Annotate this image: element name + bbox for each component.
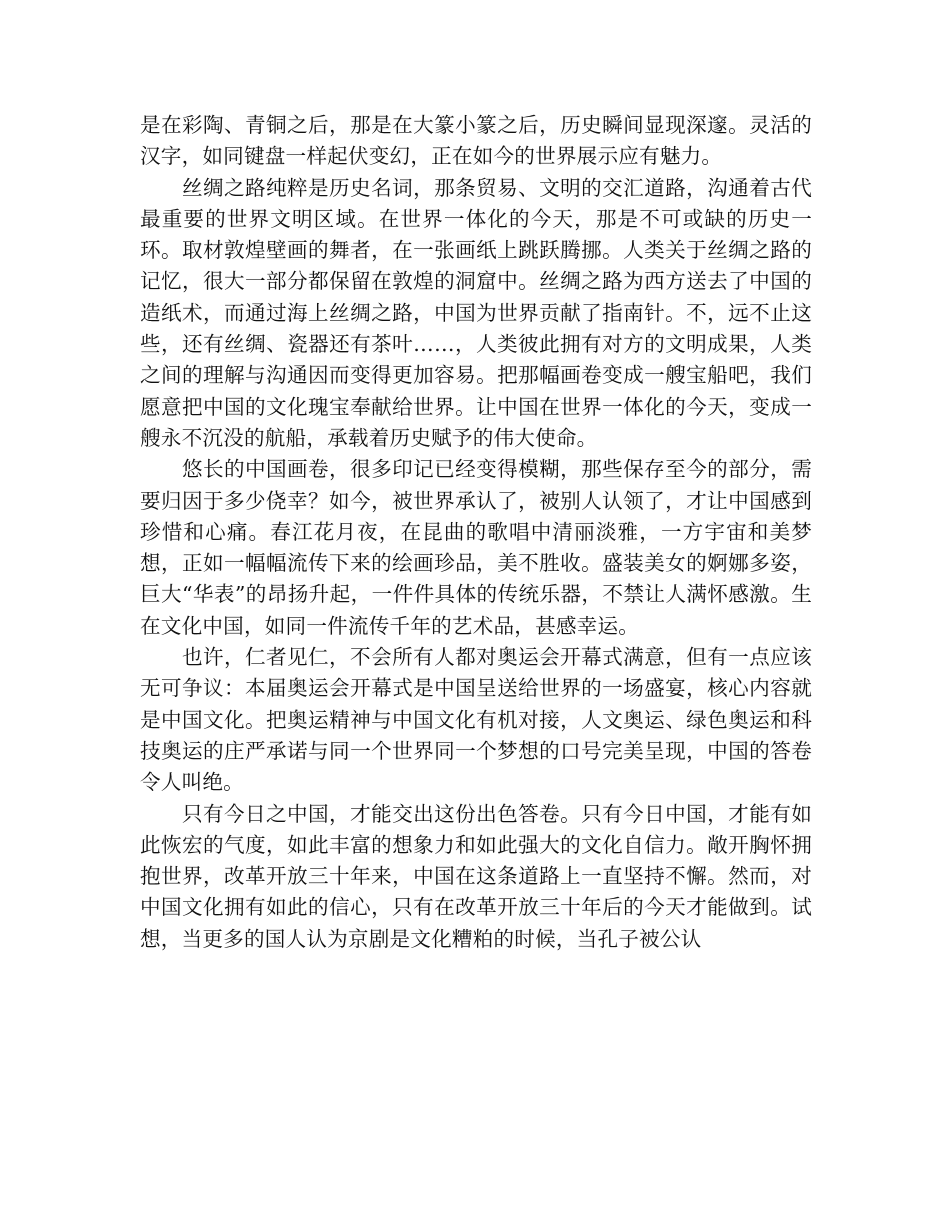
paragraph-2: 丝绸之路纯粹是历史名词，那条贸易、文明的交汇道路，沟通着古代最重要的世界文明区域。在世界一体化的今天，那是不可或缺的历史一环。取材敦煌壁画的舞者，在一张画纸上跳跃腾挪。人类关于丝绸之路的记忆，很大一部分都保留在敦煌的洞窟中。丝绸之路为西方送去了中国的造纸术，而通过海上丝绸之路，中国为世界贡献了指南针。不，远不止这些，还有丝绸、瓷器还有茶叶……，人类彼此拥有对方的文明成果，人类之间的理解与沟通因而变得更加容易。把那幅画卷变成一艘宝船吧，我们愿意把中国的文化瑰宝奉献给世界。让中国在世界一体化的今天，变成一艘永不沉没的航船，承载着历史赋予的伟大使命。 bbox=[140, 175, 812, 450]
paragraph-1: 是在彩陶、青铜之后，那是在大篆小篆之后，历史瞬间显现深邃。灵活的汉字，如同键盘一样起伏变幻，正在如今的世界展示应有魅力。 bbox=[140, 113, 812, 169]
paragraph-4: 也许，仁者见仁，不会所有人都对奥运会开幕式满意，但有一点应该无可争议：本届奥运会开幕式是中国呈送给世界的一场盛宴，核心内容就是中国文化。把奥运精神与中国文化有机对接，人文奥运、绿色奥运和科技奥运的庄严承诺与同一个世界同一个梦想的口号完美呈现，中国的答卷令人叫绝。 bbox=[140, 645, 812, 795]
paragraph-3: 悠长的中国画卷，很多印记已经变得模糊，那些保存至今的部分，需要归因于多少侥幸？如今，被世界承认了，被别人认领了，才让中国感到珍惜和心痛。春江花月夜，在昆曲的歌唱中清丽淡雅，一方宇宙和美梦想，正如一幅幅流传下来的绘画珍品，美不胜收。盛装美女的婀娜多姿，巨大“华表”的昂扬升起，一件件具体的传统乐器，不禁让人满怀感激。生在文化中国，如同一件流传千年的艺术品，甚感幸运。 bbox=[140, 457, 812, 638]
document-body bbox=[140, 110, 812, 955]
paragraph-5: 只有今日之中国，才能交出这份出色答卷。只有今日中国，才能有如此恢宏的气度，如此丰富的想象力和如此强大的文化自信力。敞开胸怀拥抱世界，改革开放三十年来，中国在这条道路上一直坚持不懈。然而，对中国文化拥有如此的信心，只有在改革开放三十年后的今天才能做到。试想，当更多的国人认为京剧是文化糟粕的时候，当孔子被公认 bbox=[140, 801, 812, 951]
